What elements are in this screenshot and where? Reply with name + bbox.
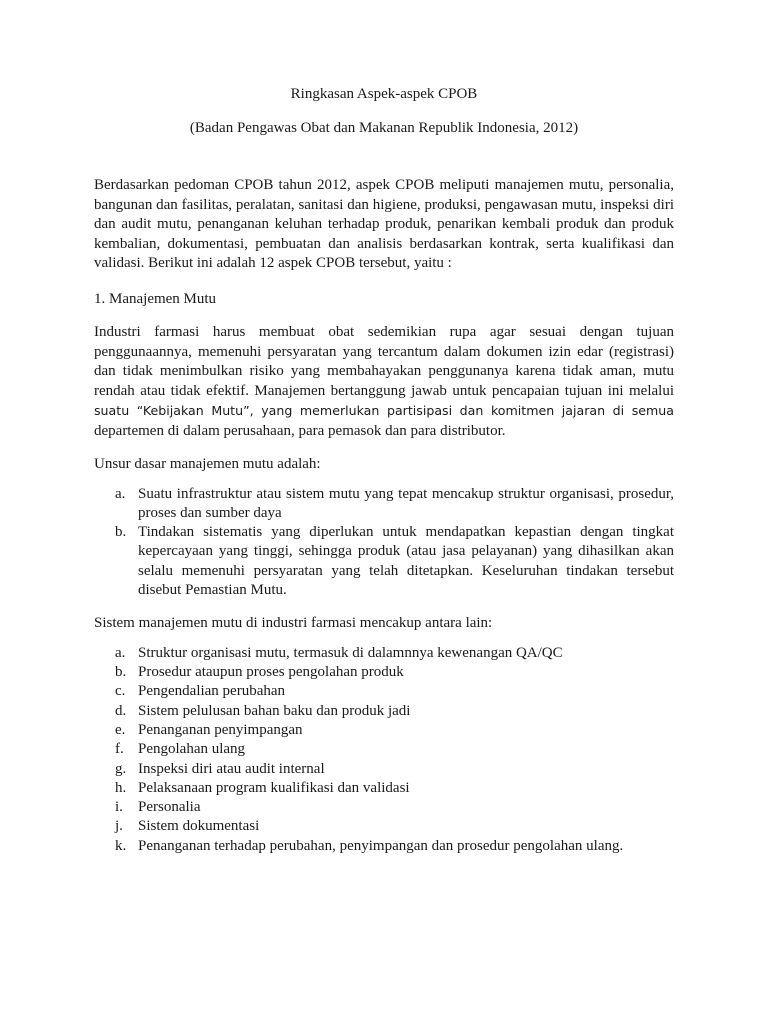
list-item xyxy=(94,721,674,740)
paragraph-text-main: Industri farmasi harus membuat obat sedemikian rupa agar sesuai dengan tujuan penggunaannya, memenuhi persyaratan yang tercantum dalam dokumen izin edar (registrasi) dan tidak menimbulkan risiko yang membahayakan penggunanya karena tidak aman, mutu rendah atau tidak efektif. Manajemen bertanggung jawab untuk pencapaian tujuan ini melalui xyxy=(94,324,674,399)
list-item xyxy=(94,779,674,798)
list-marker: i. xyxy=(115,799,123,816)
list-item-text: Personalia xyxy=(138,799,201,816)
list-marker: b. xyxy=(115,524,127,541)
list-item-text: Struktur organisasi mutu, termasuk di dalamnnya kewenangan QA/QC xyxy=(138,644,563,661)
list-item-text: Pelaksanaan program kualifikasi dan validasi xyxy=(138,779,410,796)
list-item-text: Sistem pelulusan bahan baku dan produk jadi xyxy=(138,702,411,719)
unsur-dasar-lead: Unsur dasar manajemen mutu adalah: xyxy=(94,456,321,472)
list-item-text: Inspeksi diri atau audit internal xyxy=(138,760,325,777)
list-marker: f. xyxy=(115,741,124,758)
section-heading-manajemen-mutu: 1. Manajemen Mutu xyxy=(94,290,217,307)
list-marker: k. xyxy=(115,837,127,854)
list-item xyxy=(94,817,674,836)
list-marker: a. xyxy=(115,644,126,661)
list-item-text: Suatu infrastruktur atau sistem mutu yang tepat mencakup struktur organisasi, prosedur, proses dan sumber daya xyxy=(138,485,674,521)
list-item-text: Tindakan sistematis yang diperlukan untuk mendapatkan kepastian dengan tingkat kepercayaan yang tinggi, sehingga produk (atau jasa pelayanan) yang dihasilkan akan selalu memenuhi persyaratan yang telah ditetapkan. Keseluruhan tindakan tersebut disebut Pemastian Mutu. xyxy=(138,524,674,598)
list-marker: e. xyxy=(115,721,126,738)
list-item xyxy=(94,702,674,721)
list-marker: d. xyxy=(115,702,127,719)
list-marker: b. xyxy=(115,664,127,681)
list-item xyxy=(94,523,674,600)
list-item xyxy=(94,663,674,682)
list-marker: j. xyxy=(115,818,123,835)
list-marker: c. xyxy=(115,683,126,700)
document-page xyxy=(94,84,674,856)
paragraph-text-end: departemen di dalam perusahaan, para pemasok dan para distributor. xyxy=(94,422,506,439)
list-marker: a. xyxy=(115,485,126,502)
document-title: Ringkasan Aspek-aspek CPOB xyxy=(290,86,478,102)
list-item-text: Penanganan terhadap perubahan, penyimpangan dan prosedur pengolahan ulang. xyxy=(138,837,624,854)
document-subtitle: (Badan Pengawas Obat dan Makanan Republik Indonesia, 2012) xyxy=(189,120,579,136)
list-marker: g. xyxy=(115,760,127,777)
list-item xyxy=(94,485,674,524)
paragraph-text-kebijakan-mutu: suatu “Kebijakan Mutu”, yang memerlukan partisipasi dan komitmen jajaran di semua xyxy=(94,403,674,418)
intro-paragraph: Berdasarkan pedoman CPOB tahun 2012, aspek CPOB meliputi manajemen mutu, personalia, bangunan dan fasilitas, peralatan, sanitasi dan higiene, produksi, pengawasan mutu, inspeksi diri dan audit mutu, penanganan keluhan terhadap produk, penarikan kembali produk dan produk kembalian, dokumentasi, pembuatan dan analisis berdasarkan kontrak, serta kualifikasi dan validasi. Berikut ini adalah 12 aspek CPOB tersebut, yaitu : xyxy=(94,177,674,271)
list-item xyxy=(94,644,674,663)
list-item-text: Penanganan penyimpangan xyxy=(138,721,303,738)
list-item xyxy=(94,682,674,701)
list-item-text: Prosedur ataupun proses pengolahan produk xyxy=(138,664,404,681)
list-item-text: Pengolahan ulang xyxy=(138,741,246,758)
sistem-manajemen-lead: Sistem manajemen mutu di industri farmasi mencakup antara lain: xyxy=(94,615,493,632)
manajemen-mutu-paragraph xyxy=(94,323,674,441)
list-item xyxy=(94,837,674,856)
list-item-text: Sistem dokumentasi xyxy=(138,818,260,835)
list-item xyxy=(94,740,674,759)
list-item xyxy=(94,798,674,817)
list-item-text: Pengendalian perubahan xyxy=(138,683,286,700)
sistem-manajemen-list xyxy=(94,644,674,856)
list-marker: h. xyxy=(115,779,127,796)
list-item xyxy=(94,760,674,779)
unsur-dasar-list xyxy=(94,485,674,601)
